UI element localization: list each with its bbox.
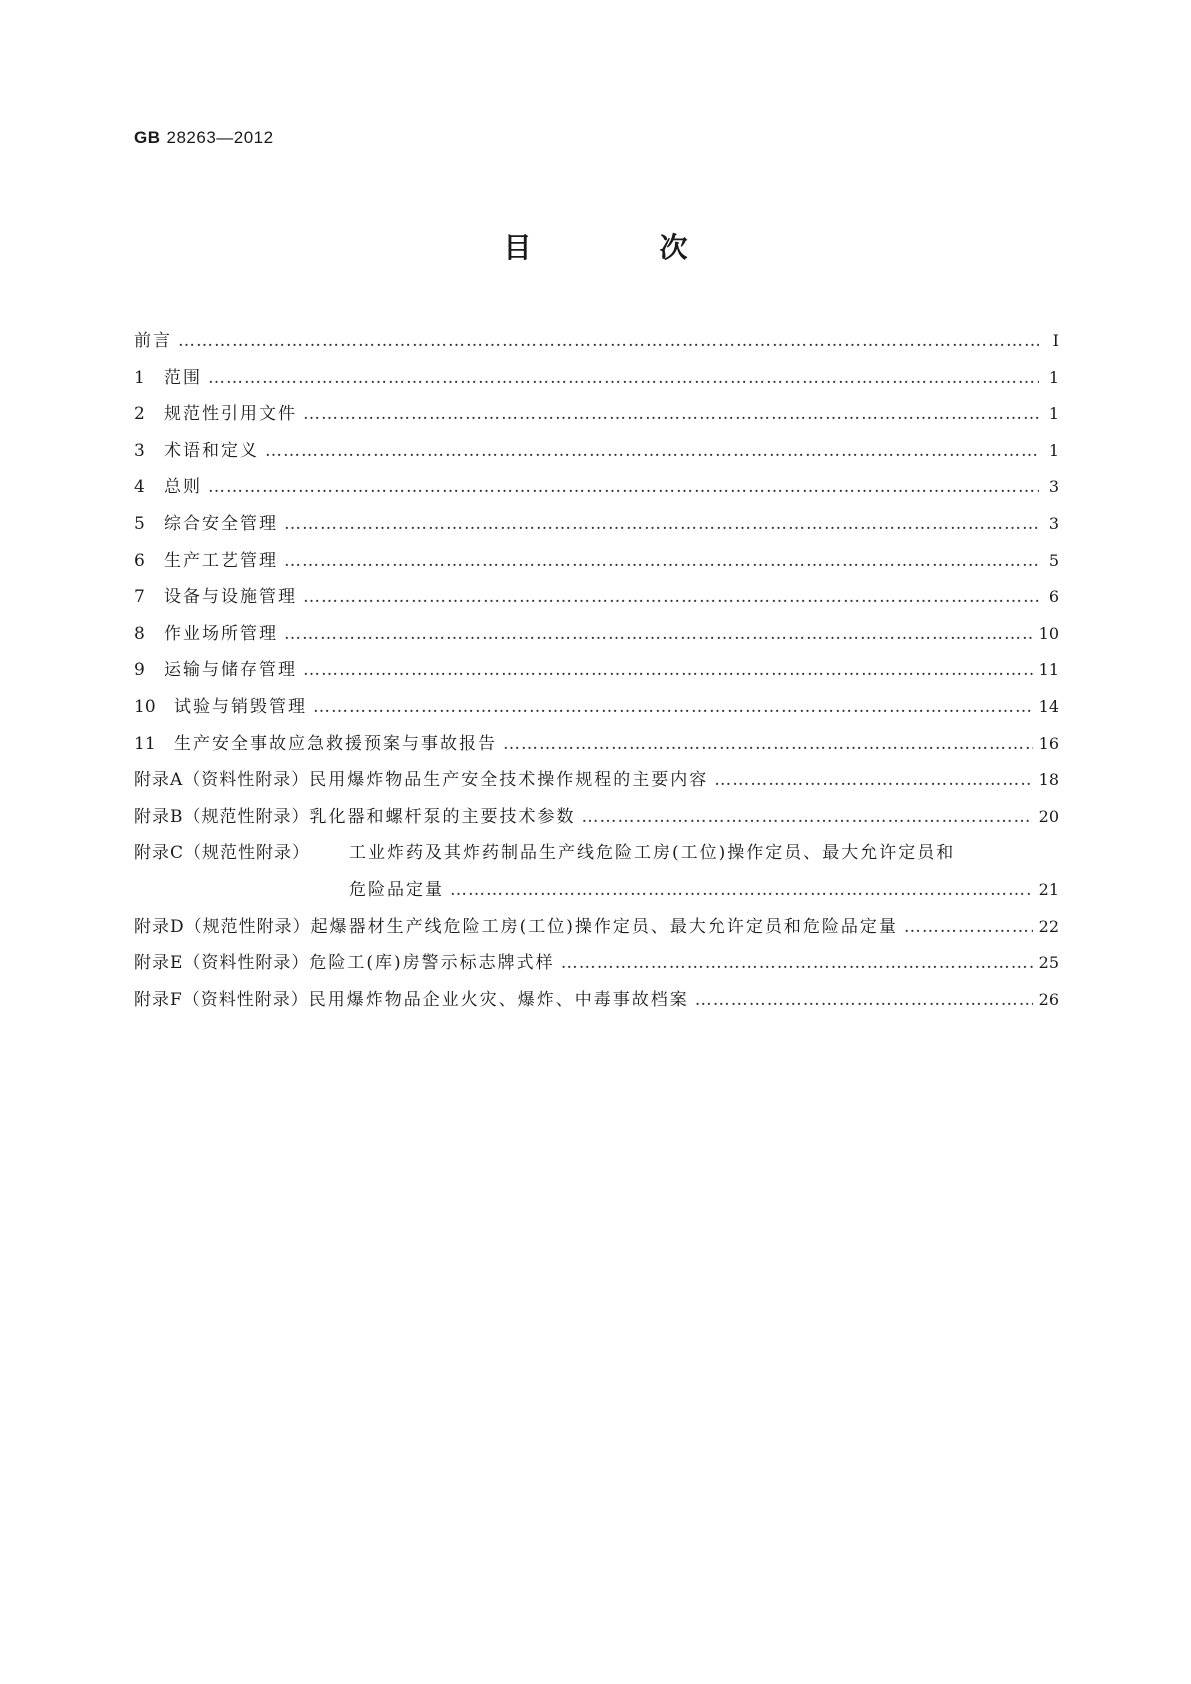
annex-label: 起爆器材生产线危险工房(工位)操作定员、最大允许定员和危险品定量 [310, 916, 898, 937]
toc-page: 21 [1038, 879, 1059, 899]
toc-page: 16 [1038, 733, 1059, 753]
toc-label: 规范性引用文件 [164, 404, 297, 425]
dot-leader [303, 652, 1033, 689]
toc-page: 5 [1048, 550, 1059, 570]
dot-leader [582, 799, 1033, 836]
annex-prefix: 附录F（资料性附录） [134, 989, 309, 1010]
toc-entry-4[interactable] [134, 469, 1059, 506]
dot-leader [695, 982, 1033, 1019]
page-title: 目 次 [503, 231, 738, 264]
toc-page: 25 [1038, 953, 1059, 973]
dot-leader [904, 909, 1033, 946]
toc-entry-1[interactable] [134, 360, 1059, 397]
toc-label: 运输与储存管理 [164, 660, 297, 681]
dot-leader [503, 726, 1033, 763]
toc-page: 11 [1038, 660, 1059, 680]
toc-number: 10 [134, 696, 156, 717]
toc-page: 10 [1038, 623, 1059, 643]
annex-label: 民用爆炸物品生产安全技术操作规程的主要内容 [309, 770, 709, 791]
toc-number: 9 [134, 660, 145, 681]
toc-entry-foreword[interactable] [134, 323, 1059, 360]
toc-page: 22 [1038, 916, 1059, 936]
toc-page: 6 [1048, 587, 1059, 607]
toc-entry-11[interactable] [134, 726, 1059, 763]
toc-entry-10[interactable] [134, 689, 1059, 726]
dot-leader [303, 396, 1039, 433]
toc-page: Ⅰ [1052, 331, 1059, 350]
dot-leader [714, 762, 1032, 799]
dot-leader [313, 689, 1033, 726]
toc-page: 14 [1038, 696, 1059, 716]
toc-entry-9[interactable] [134, 652, 1059, 689]
toc-number: 3 [134, 440, 145, 461]
toc-number: 4 [134, 477, 145, 498]
dot-leader [303, 579, 1039, 616]
toc-page: 1 [1048, 404, 1059, 424]
toc-entry-5[interactable] [134, 506, 1059, 543]
toc-annex-d[interactable] [134, 909, 1059, 946]
toc-page: 1 [1048, 440, 1059, 460]
toc-label: 前言 [134, 331, 172, 351]
toc-entry-7[interactable] [134, 579, 1059, 616]
toc-number: 5 [134, 513, 145, 534]
standard-code: 28263—2012 [166, 128, 274, 147]
toc-entry-8[interactable] [134, 616, 1059, 653]
dot-leader [208, 360, 1039, 397]
annex-prefix: 附录B（规范性附录） [134, 806, 310, 827]
toc-label: 生产安全事故应急救援预案与事故报告 [174, 733, 497, 754]
toc-label: 生产工艺管理 [164, 550, 278, 571]
annex-label: 乳化器和螺杆泵的主要技术参数 [309, 806, 576, 827]
toc-annex-e[interactable] [134, 945, 1059, 982]
toc-page: 3 [1048, 513, 1059, 533]
toc-page: 1 [1048, 367, 1059, 387]
toc-number: 6 [134, 550, 145, 571]
toc-page: 18 [1038, 770, 1059, 790]
standard-prefix: GB [134, 128, 161, 147]
dot-leader [561, 945, 1033, 982]
standard-number [134, 128, 274, 148]
toc-annex-a[interactable] [134, 762, 1059, 799]
toc-label: 试验与销毁管理 [174, 696, 307, 717]
toc-annex-c-continued[interactable] [134, 872, 1059, 909]
annex-prefix: 附录C（规范性附录） [134, 843, 311, 864]
annex-label-continued: 危险品定量 [349, 879, 444, 900]
dot-leader [450, 872, 1033, 909]
toc-page: 26 [1038, 989, 1059, 1009]
toc-annex-f[interactable] [134, 982, 1059, 1019]
toc-entry-6[interactable] [134, 543, 1059, 580]
toc-number: 2 [134, 404, 145, 425]
dot-leader [284, 616, 1033, 653]
toc-label: 总则 [164, 477, 202, 498]
toc-label: 作业场所管理 [164, 623, 278, 644]
dot-leader [265, 433, 1039, 470]
dot-leader [208, 469, 1039, 506]
toc-number: 8 [134, 623, 145, 644]
dot-leader [284, 506, 1039, 543]
toc-number: 1 [134, 367, 145, 388]
annex-label: 危险工(库)房警示标志牌式样 [309, 953, 555, 974]
toc-label: 术语和定义 [164, 440, 259, 461]
toc-entry-3[interactable] [134, 433, 1059, 470]
toc-label: 范围 [164, 367, 202, 388]
toc-label: 设备与设施管理 [164, 587, 297, 608]
table-of-contents [134, 323, 1059, 1018]
dot-leader [284, 543, 1039, 580]
annex-prefix: 附录E（资料性附录） [134, 953, 310, 974]
annex-prefix: 附录D（规范性附录） [134, 916, 311, 937]
toc-entry-2[interactable] [134, 396, 1059, 433]
dot-leader [178, 323, 1039, 360]
annex-label: 民用爆炸物品企业火灾、爆炸、中毒事故档案 [308, 989, 689, 1010]
toc-page: 20 [1038, 806, 1059, 826]
annex-label: 工业炸药及其炸药制品生产线危险工房(工位)操作定员、最大允许定员和 [349, 843, 956, 864]
toc-label: 综合安全管理 [164, 513, 278, 534]
toc-number: 11 [134, 733, 156, 754]
toc-annex-c[interactable] [134, 835, 1059, 872]
annex-prefix: 附录A（资料性附录） [134, 770, 310, 791]
toc-number: 7 [134, 587, 145, 608]
toc-annex-b[interactable] [134, 799, 1059, 836]
toc-page: 3 [1048, 477, 1059, 497]
